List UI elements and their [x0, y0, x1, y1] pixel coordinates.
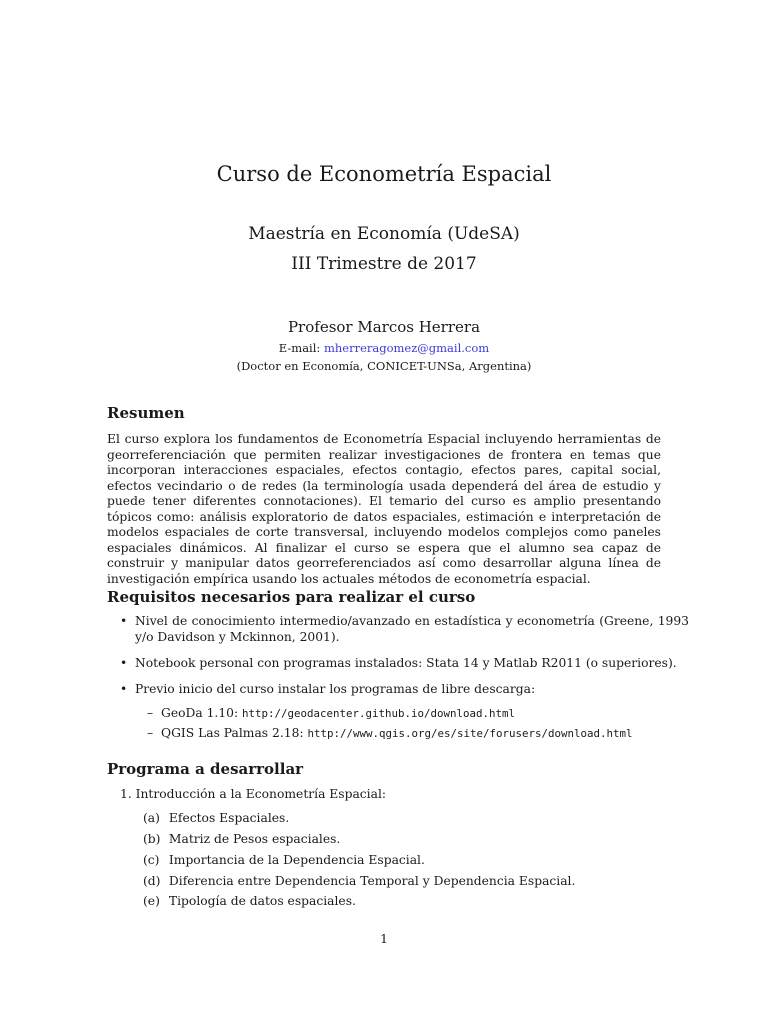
resumen-paragraph: El curso explora los fundamentos de Econometría Espacial incluyendo herramientas de georreferenciación que permiten realizar investigaciones de frontera en temas que incorporan interacciones espaciales, efectos contagio, efectos pares, capital social, efectos vecindario o de redes (la terminología usada dependerá del área de estudio y puede tener diferentes connotaciones). El temario del curso es amplio presentando tópicos como: análisis exploratorio de datos espaciales, estimación e interpretación de modelos espaciales de corte transversal, incluyendo modelos complejos como paneles espaciales dinámicos. Al finalizar el curso se espera que el alumno sea capaz de construir y manipular datos georreferenciados así como desarrollar alguna línea de investigación empírica usando los actuales métodos de econometría espacial. [107, 432, 661, 586]
subitem-label: (a) [143, 811, 160, 825]
list-item [107, 656, 689, 672]
program-subitem [143, 894, 356, 908]
email-line [0, 341, 768, 355]
download-item-qgis [147, 726, 661, 742]
program-subitem [143, 874, 575, 888]
subitem-label: (d) [143, 874, 161, 888]
email-label: E-mail: [278, 341, 324, 355]
section-title-requisitos: Requisitos necesarios para realizar el curso [107, 588, 476, 606]
subitem-label: (c) [143, 853, 160, 867]
program-subitem [143, 811, 289, 825]
program-subitem [143, 832, 340, 846]
bullet-marker: • [120, 614, 128, 628]
professor-name: Profesor Marcos Herrera [287, 318, 481, 336]
subitem-label: (b) [143, 832, 161, 846]
program-name: Maestría en Economía (UdeSA) [248, 224, 520, 244]
subitem-text: Efectos Espaciales. [168, 811, 290, 825]
list-item [107, 682, 689, 698]
section-title-programa: Programa a desarrollar [107, 760, 304, 778]
subitem-label: (e) [143, 894, 160, 908]
dash-marker: – [147, 706, 154, 720]
term-label: III Trimestre de 2017 [291, 254, 477, 274]
subitem-text: Matriz de Pesos espaciales. [168, 832, 341, 846]
document-title: Curso de Econometría Espacial [216, 162, 552, 186]
download-name: GeoDa 1.10: [161, 706, 243, 720]
download-name: QGIS Las Palmas 2.18: [161, 726, 308, 740]
list-item [107, 614, 689, 645]
bullet-marker: • [120, 656, 128, 670]
program-subitem [143, 853, 425, 867]
list-item-text: Nivel de conocimiento intermedio/avanzado en estadística y econometría (Greene, 1993 y/o Davidson y Mckinnon, 2001). [135, 614, 689, 644]
subitem-text: Diferencia entre Dependencia Temporal y Dependencia Espacial. [168, 874, 576, 888]
download-url-link[interactable]: http://www.qgis.org/es/site/forusers/download.html [307, 727, 633, 740]
page-number: 1 [380, 932, 388, 946]
section-title-resumen: Resumen [107, 404, 185, 422]
list-item-text: Previo inicio del curso instalar los programas de libre descarga: [135, 682, 536, 696]
subitem-text: Tipología de datos espaciales. [168, 894, 356, 908]
professor-affiliation: (Doctor en Economía, CONICET-UNSa, Argentina) [236, 359, 532, 373]
email-link[interactable]: mherreragomez@gmail.com [323, 341, 490, 355]
dash-marker: – [147, 726, 154, 740]
program-item-1: 1. Introducción a la Econometría Espacial: [120, 787, 387, 801]
list-item-text: Notebook personal con programas instalados: Stata 14 y Matlab R2011 (o superiores). [135, 656, 677, 670]
download-url-link[interactable]: http://geodacenter.github.io/download.html [242, 707, 516, 720]
subitem-text: Importancia de la Dependencia Espacial. [168, 853, 425, 867]
download-item-geoda [147, 706, 661, 722]
bullet-marker: • [120, 682, 128, 696]
